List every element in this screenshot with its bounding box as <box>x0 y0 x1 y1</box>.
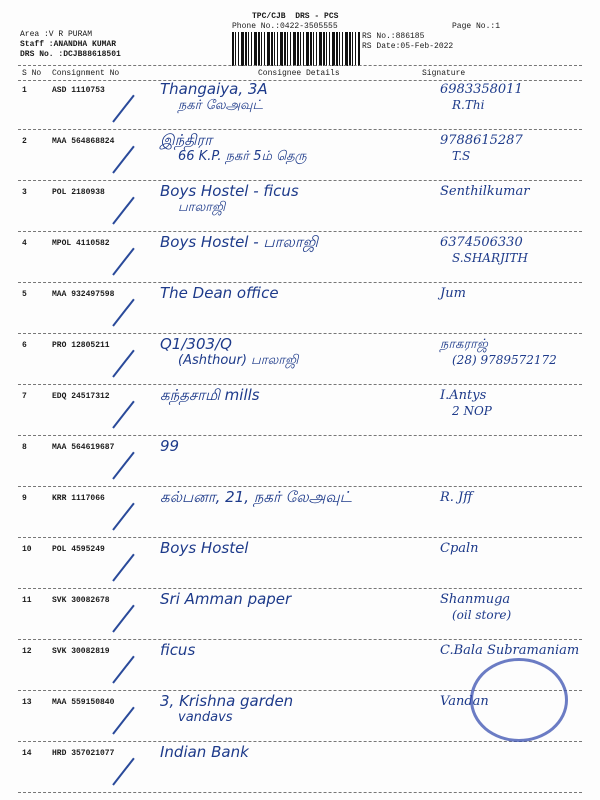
row-consignee-details: ficus <box>160 641 196 659</box>
sheet-title: TPC/CJB DRS - PCS <box>252 12 339 21</box>
barcode-image <box>232 32 360 66</box>
row-consignee-details: Sri Amman paper <box>160 590 292 608</box>
row-delivery-tick-mark <box>112 503 135 531</box>
row-signature: 6983358011 <box>440 82 523 97</box>
row-divider <box>18 741 582 742</box>
row-delivery-tick-mark <box>112 95 135 123</box>
row-divider <box>18 384 582 385</box>
row-signature: R. Jff <box>440 490 473 505</box>
row-divider <box>18 129 582 130</box>
row-consignment-number: HRD 357021077 <box>52 749 115 758</box>
row-divider <box>18 537 582 538</box>
rs-date: RS Date:05-Feb-2022 <box>362 42 454 51</box>
row-consignee-details: Indian Bank <box>160 743 249 761</box>
divider <box>18 80 582 81</box>
row-divider <box>18 792 582 793</box>
row-signature-line2: T.S <box>452 149 471 163</box>
row-divider <box>18 588 582 589</box>
row-serial-number: 13 <box>22 698 32 707</box>
row-consignee-details: Q1/303/Q <box>160 335 232 353</box>
row-consignee-details-line2: 66 K.P. நகர் 5ம் தெரு <box>178 149 307 164</box>
row-consignment-number: PRO 12805211 <box>52 341 110 350</box>
row-consignment-number: SVK 30082819 <box>52 647 110 656</box>
rs-number: RS No.:886185 <box>362 32 425 41</box>
row-consignment-number: EDQ 24517312 <box>52 392 110 401</box>
row-consignee-details: The Dean office <box>160 284 279 302</box>
column-header-consignee: Consignee Details <box>258 69 340 78</box>
row-consignment-number: MAA 564868824 <box>52 137 115 146</box>
row-serial-number: 5 <box>22 290 27 299</box>
row-serial-number: 6 <box>22 341 27 350</box>
row-divider <box>18 333 582 334</box>
row-serial-number: 12 <box>22 647 32 656</box>
row-delivery-tick-mark <box>112 656 135 684</box>
row-consignee-details: Boys Hostel - ficus <box>160 182 299 200</box>
row-divider <box>18 639 582 640</box>
row-signature: 9788615287 <box>440 133 523 148</box>
row-delivery-tick-mark <box>112 350 135 378</box>
row-signature: 6374506330 <box>440 235 523 250</box>
row-signature: Vandan <box>440 694 489 709</box>
row-serial-number: 3 <box>22 188 27 197</box>
row-serial-number: 4 <box>22 239 27 248</box>
row-serial-number: 10 <box>22 545 32 554</box>
row-signature-line2: (28) 9789572172 <box>452 353 557 367</box>
row-signature: Jum <box>440 286 466 301</box>
row-serial-number: 11 <box>22 596 32 605</box>
row-consignment-number: POL 4595249 <box>52 545 105 554</box>
area-label: Area :V R PURAM <box>20 30 93 39</box>
row-signature-line2: S.SHARJITH <box>452 251 529 265</box>
row-divider <box>18 486 582 487</box>
row-signature: Senthilkumar <box>440 184 530 199</box>
row-delivery-tick-mark <box>112 248 135 276</box>
row-serial-number: 7 <box>22 392 27 401</box>
row-consignee-details: கல்பனா, 21, நகர் லேஅவுட் <box>160 488 352 506</box>
row-consignment-number: POL 2180938 <box>52 188 105 197</box>
row-consignee-details: 3, Krishna garden <box>160 692 294 710</box>
row-consignee-details-line2: நகர் லேஅவுட் <box>178 98 263 113</box>
row-consignee-details: கந்தசாமி mills <box>160 386 260 404</box>
row-consignee-details: Thangaiya, 3A <box>160 80 268 98</box>
row-serial-number: 8 <box>22 443 27 452</box>
column-header-consignment: Consignment No <box>52 69 120 78</box>
row-consignment-number: MPOL 4110582 <box>52 239 110 248</box>
row-serial-number: 14 <box>22 749 32 758</box>
row-consignment-number: ASD 1110753 <box>52 86 105 95</box>
column-header-signature: Signature <box>422 69 466 78</box>
row-divider <box>18 282 582 283</box>
row-consignee-details: Boys Hostel <box>160 539 249 557</box>
row-consignment-number: MAA 564619687 <box>52 443 115 452</box>
row-consignee-details: 99 <box>160 437 180 455</box>
row-delivery-tick-mark <box>112 401 135 429</box>
row-signature-line2: (oil store) <box>452 608 512 622</box>
row-serial-number: 1 <box>22 86 27 95</box>
staff-label: Staff :ANANDHA KUMAR <box>20 40 117 49</box>
row-divider <box>18 231 582 232</box>
row-consignee-details: இந்திரா <box>160 131 213 149</box>
row-delivery-tick-mark <box>112 707 135 735</box>
row-signature: Cpaln <box>440 541 479 556</box>
row-signature-line2: 2 NOP <box>452 404 492 418</box>
row-signature-line2: R.Thi <box>452 98 485 112</box>
row-delivery-tick-mark <box>112 299 135 327</box>
row-serial-number: 9 <box>22 494 27 503</box>
row-signature: I.Antys <box>440 388 487 403</box>
row-consignment-number: MAA 932497598 <box>52 290 115 299</box>
row-consignee-details: Boys Hostel - பாலாஜி <box>160 233 318 251</box>
phone-number: Phone No.:0422-3505555 <box>232 22 338 31</box>
column-header-sno: S No <box>22 69 42 78</box>
row-delivery-tick-mark <box>112 554 135 582</box>
row-consignee-details-line2: பாலாஜி <box>178 200 226 215</box>
row-signature: C.Bala Subramaniam <box>440 643 580 658</box>
row-serial-number: 2 <box>22 137 27 146</box>
row-delivery-tick-mark <box>112 605 135 633</box>
row-consignment-number: SVK 30082678 <box>52 596 110 605</box>
drs-number: DRS No. :DCJB88618501 <box>20 50 121 59</box>
row-signature: நாகராஜ் <box>440 337 488 352</box>
divider <box>18 65 582 66</box>
row-delivery-tick-mark <box>112 146 135 174</box>
row-consignee-details-line2: vandavs <box>178 710 233 725</box>
row-divider <box>18 180 582 181</box>
row-delivery-tick-mark <box>112 197 135 225</box>
row-consignee-details-line2: (Ashthour) பாலாஜி <box>178 353 299 368</box>
row-consignment-number: MAA 559150840 <box>52 698 115 707</box>
row-divider <box>18 435 582 436</box>
row-consignment-number: KRR 1117066 <box>52 494 105 503</box>
row-delivery-tick-mark <box>112 758 135 786</box>
bank-seal-stamp <box>470 658 568 742</box>
page-number: Page No.:1 <box>452 22 501 31</box>
row-signature: Shanmuga <box>440 592 511 607</box>
row-delivery-tick-mark <box>112 452 135 480</box>
